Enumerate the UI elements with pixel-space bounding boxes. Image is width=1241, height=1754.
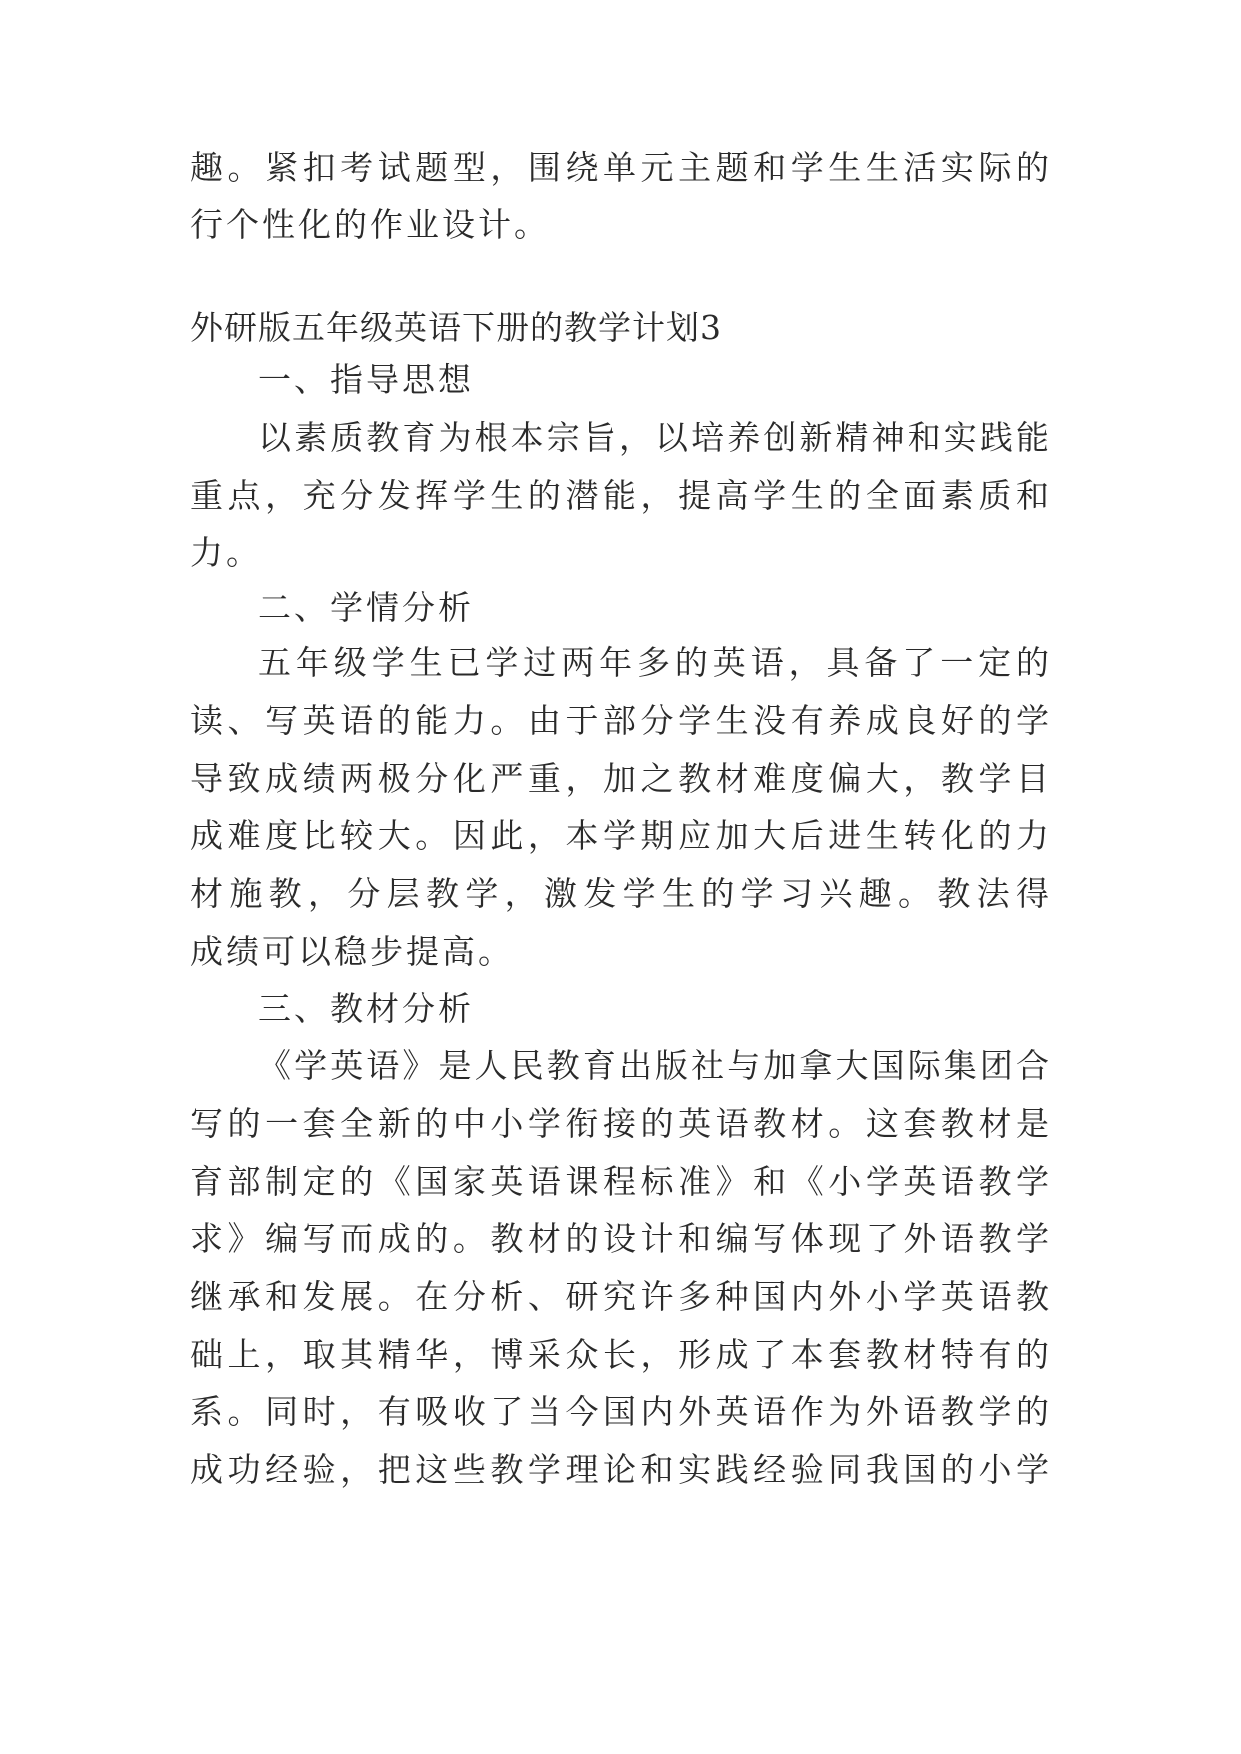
- paragraph-line: 重点，充分发挥学生的潜能，提高学生的全面素质和: [190, 476, 1052, 515]
- paragraph-line: 系。同时，有吸收了当今国内外英语作为外语教学的: [190, 1392, 1052, 1431]
- paragraph-line: 求》编写而成的。教材的设计和编写体现了外语教学: [190, 1219, 1052, 1258]
- paragraph-line: 成绩可以稳步提高。: [190, 932, 514, 971]
- heading-guiding-ideology: 一、指导思想: [258, 360, 474, 399]
- paragraph-line: 《学英语》是人民教育出版社与加拿大国际集团合: [258, 1046, 1052, 1085]
- section-title: 外研版五年级英语下册的教学计划3: [190, 308, 722, 347]
- paragraph-line: 础上，取其精华，博采众长，形成了本套教材特有的: [190, 1335, 1052, 1374]
- paragraph-line: 以素质教育为根本宗旨，以培养创新精神和实践能: [258, 418, 1052, 457]
- heading-student-analysis: 二、学情分析: [258, 588, 474, 627]
- paragraph-line: 成难度比较大。因此，本学期应加大后进生转化的力: [190, 816, 1052, 855]
- paragraph-line: 育部制定的《国家英语课程标准》和《小学英语教学: [190, 1162, 1052, 1201]
- heading-textbook-analysis: 三、教材分析: [258, 989, 474, 1028]
- paragraph-line: 导致成绩两极分化严重，加之教材难度偏大，教学目: [190, 759, 1052, 798]
- paragraph-line: 材施教，分层教学，激发学生的学习兴趣。教法得: [190, 874, 1052, 913]
- paragraph-line: 五年级学生已学过两年多的英语，具备了一定的: [258, 643, 1052, 682]
- paragraph-line: 趣。紧扣考试题型，围绕单元主题和学生生活实际的: [190, 148, 1052, 187]
- paragraph-line: 力。: [190, 533, 262, 572]
- paragraph-line: 读、写英语的能力。由于部分学生没有养成良好的学: [190, 701, 1052, 740]
- paragraph-line: 成功经验，把这些教学理论和实践经验同我国的小学: [190, 1450, 1052, 1489]
- paragraph-line: 写的一套全新的中小学衔接的英语教材。这套教材是: [190, 1104, 1052, 1143]
- paragraph-line: 行个性化的作业设计。: [190, 205, 550, 244]
- paragraph-line: 继承和发展。在分析、研究许多种国内外小学英语教: [190, 1277, 1052, 1316]
